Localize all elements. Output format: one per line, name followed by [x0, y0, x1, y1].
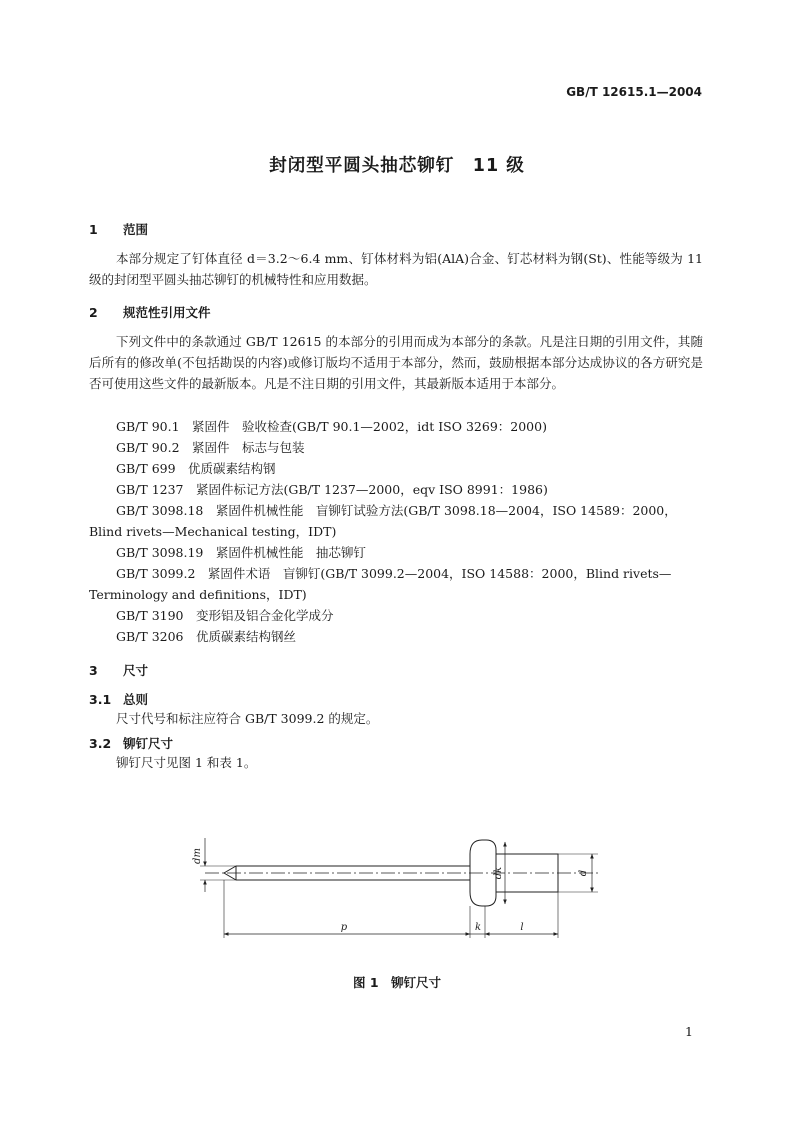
standard-number: GB/T 12615.1—2004 — [566, 85, 702, 99]
reference-item-continued: Terminology and definitions，IDT) — [89, 587, 307, 602]
reference-item: GB/T 3098.19 紧固件机械性能 抽芯铆钉 — [116, 545, 366, 560]
reference-item: GB/T 3206 优质碳素结构钢丝 — [116, 629, 297, 644]
section-1-body: 本部分规定了钉体直径 d＝3.2～6.4 mm、钉体材料为铝(AlA)合金、钉芯材料为钢(St)、性能等级为 11 级的封闭型平圆头抽芯铆钉的机械特性和应用数据。 — [89, 251, 703, 287]
figure-caption: 图 1 铆钉尺寸 — [352, 975, 442, 990]
section-title: 尺寸 — [123, 663, 149, 678]
section-3-2-body: 铆钉尺寸见图 1 和表 1。 — [116, 755, 257, 770]
label-dk: dk — [493, 866, 504, 880]
reference-item: GB/T 3190 变形铝及铝合金化学成分 — [116, 608, 334, 623]
section-title: 铆钉尺寸 — [123, 736, 174, 751]
reference-item: GB/T 699 优质碳素结构钢 — [116, 461, 276, 476]
section-1-heading — [89, 220, 148, 238]
section-title: 规范性引用文件 — [123, 305, 211, 320]
label-d: d — [578, 869, 589, 877]
label-l: l — [520, 922, 524, 933]
rivet-dimension-drawing — [0, 820, 794, 970]
section-3-1-heading — [89, 690, 148, 708]
label-k: k — [474, 922, 482, 933]
section-number: 1 — [89, 222, 98, 237]
reference-item: GB/T 1237 紧固件标记方法(GB/T 1237—2000，eqv ISO 8991：1986) — [116, 482, 548, 497]
section-title: 范围 — [123, 222, 149, 237]
section-number: 3.1 — [89, 692, 112, 707]
section-3-2-heading — [89, 734, 173, 752]
section-number: 3.2 — [89, 736, 112, 751]
label-p: p — [340, 922, 348, 933]
label-dm: dm — [192, 848, 203, 864]
reference-item: GB/T 90.1 紧固件 验收检查(GB/T 90.1—2002，idt ISO 3269：2000) — [116, 419, 547, 434]
reference-item: GB/T 3098.18 紧固件机械性能 盲铆钉试验方法(GB/T 3098.18—2004，ISO 14589：2000， — [116, 503, 677, 518]
section-number: 2 — [89, 305, 98, 320]
reference-item-continued: Blind rivets—Mechanical testing，IDT) — [89, 524, 337, 539]
reference-item: GB/T 3099.2 紧固件术语 盲铆钉(GB/T 3099.2—2004，ISO 14588：2000，Blind rivets— — [116, 566, 672, 581]
section-2-body: 下列文件中的条款通过 GB/T 12615 的本部分的引用而成为本部分的条款。凡是注日期的引用文件，其随后所有的修改单(不包括勘误的内容)或修订版均不适用于本部分，然而，鼓励根据本部分达成协议的各方研究是否可使用这些文件的最新版本。凡是不注日期的引用文件，其最新版本适用于本部分。 — [89, 334, 703, 391]
section-title: 总则 — [123, 692, 149, 707]
page-number: 1 — [685, 1024, 693, 1039]
section-3-heading — [89, 661, 148, 679]
section-3-1-body: 尺寸代号和标注应符合 GB/T 3099.2 的规定。 — [116, 711, 379, 726]
section-2-heading — [89, 303, 211, 321]
section-number: 3 — [89, 663, 98, 678]
page-title: 封闭型平圆头抽芯铆钉 11 级 — [269, 156, 525, 176]
reference-item: GB/T 90.2 紧固件 标志与包装 — [116, 440, 305, 455]
